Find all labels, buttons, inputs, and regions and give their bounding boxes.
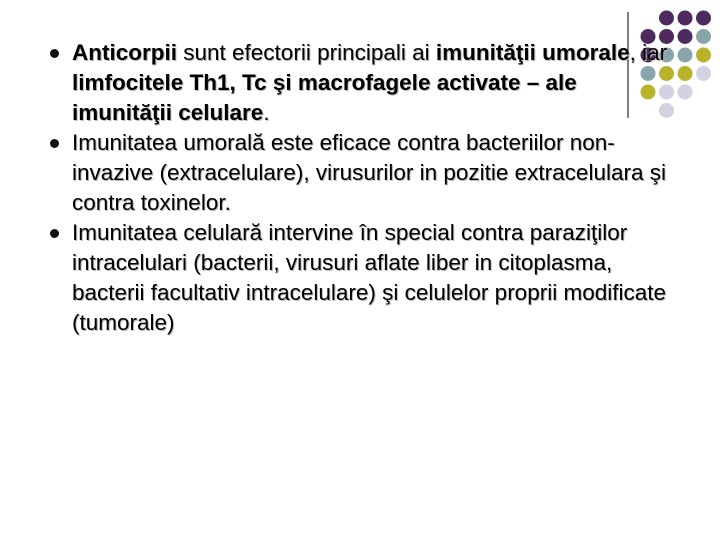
text-segment: sunt efectorii principali ai <box>177 40 436 65</box>
text-segment: . <box>263 100 270 125</box>
decorative-dot-purple <box>678 11 693 26</box>
decorative-dot-teal <box>678 48 693 63</box>
bullet-3-text: Imunitatea celulară intervine în special contra paraziţilor intracelulari (bacterii, virusuri aflate liber in citoplasma, bacterii facultativ intracelulare) şi celulelor proprii modificate (tumorale) <box>72 220 666 335</box>
bullet-dot <box>50 139 59 148</box>
bullet-item-3 <box>48 218 678 338</box>
bullet-item-1 <box>48 38 678 128</box>
bullet-dot <box>50 229 59 238</box>
bullet-item-2 <box>48 128 678 218</box>
decorative-dot-lavender <box>678 85 693 100</box>
decorative-dot-olive <box>678 66 693 81</box>
decorative-dot-purple <box>659 11 674 26</box>
term-anticorpii: Anticorpii <box>72 40 177 65</box>
bullet-1-text <box>72 40 667 125</box>
bullet-dot <box>50 49 59 58</box>
slide-content <box>48 38 678 338</box>
term-imunitatea-umorala: imunităţii umorale <box>435 40 630 65</box>
decorative-dot-olive <box>696 48 711 63</box>
decorative-dot-lavender <box>696 66 711 81</box>
bullet-2-text: Imunitatea umorală este eficace contra bacteriilor non-invazive (extracelulare), virusurilor in pozitie extracelulara şi contra toxinelor. <box>72 130 666 215</box>
decorative-dot-teal <box>696 29 711 44</box>
decorative-dot-purple <box>696 11 711 26</box>
text-segment: , iar <box>629 40 668 65</box>
term-limfocite: limfocitele Th1, Tc şi macrofagele activate – ale imunităţii celulare <box>72 70 577 125</box>
decorative-dot-purple <box>678 29 693 44</box>
